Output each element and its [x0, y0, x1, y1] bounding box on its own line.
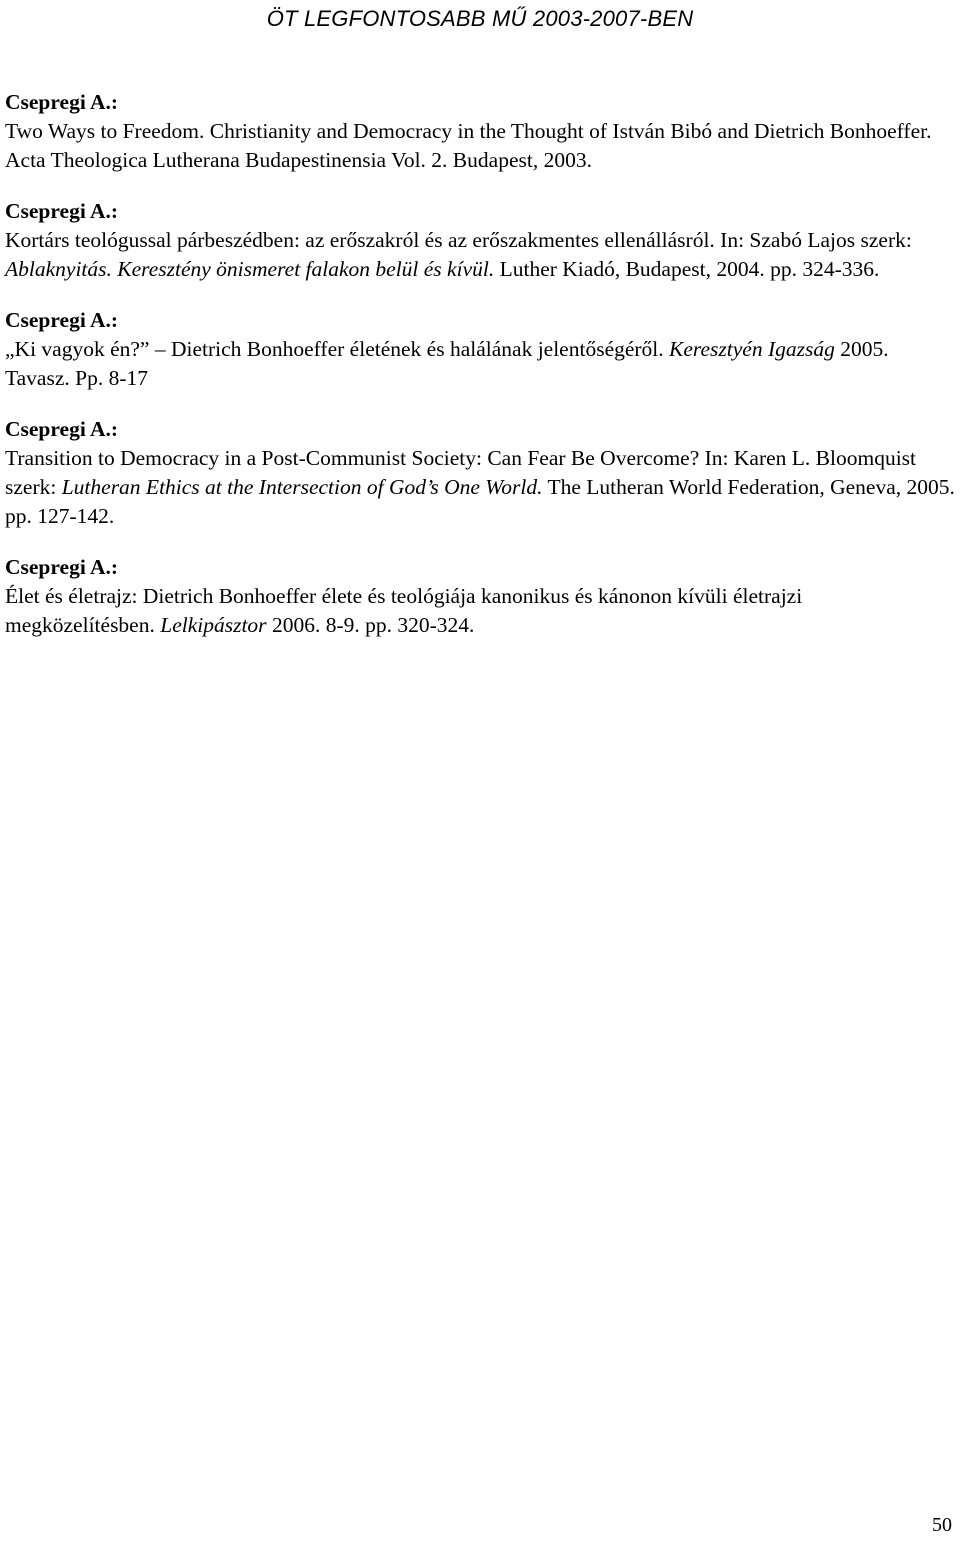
reference-text: Two Ways to Freedom. Christianity and Democracy in the Thought of István Bibó and Dietrich Bonhoeffer. Acta Theologica Lutherana Budapestinensia Vol. 2. Budapest, 2003. — [5, 119, 932, 172]
entry-author: Csepregi A.: — [5, 555, 119, 579]
entry-author: Csepregi A.: — [5, 308, 119, 332]
bibliography-entry — [5, 415, 955, 531]
entry-reference — [5, 444, 955, 531]
bibliography-entry — [5, 197, 955, 284]
reference-text: Transition to Democracy in a Post-Communist Society: Can Fear Be Overcome? In: Karen L. Bloomquist szerk: — [5, 446, 917, 499]
page-title: ÖT LEGFONTOSABB MŰ 2003-2007-BEN — [266, 6, 694, 31]
reference-title: Lutheran Ethics at the Intersection of God’s One World. — [61, 475, 543, 499]
reference-title: Lelkipásztor — [160, 613, 267, 637]
reference-text: Kortárs teológussal párbeszédben: az erőszakról és az erőszakmentes ellenállásról. In: Szabó Lajos szerk: — [5, 228, 912, 252]
reference-text: The Lutheran World Federation, Geneva, 2005. pp. 127-142. — [5, 475, 955, 528]
reference-text: 2005. Tavasz. Pp. 8-17 — [5, 337, 889, 390]
bibliography-entry — [5, 88, 955, 175]
entry-reference — [5, 226, 955, 284]
page-number: 50 — [932, 1514, 952, 1536]
reference-text: Luther Kiadó, Budapest, 2004. pp. 324-336. — [494, 257, 880, 281]
bibliography-list — [5, 88, 955, 662]
entry-author: Csepregi A.: — [5, 417, 119, 441]
entry-reference — [5, 335, 955, 393]
entry-reference — [5, 117, 955, 175]
reference-text: 2006. 8-9. pp. 320-324. — [266, 613, 475, 637]
reference-title: Ablaknyitás. Keresztény önismeret falakon belül és kívül. — [5, 257, 495, 281]
bibliography-entry — [5, 553, 955, 640]
entry-author: Csepregi A.: — [5, 90, 119, 114]
entry-author: Csepregi A.: — [5, 199, 119, 223]
bibliography-entry — [5, 306, 955, 393]
reference-text: Élet és életrajz: Dietrich Bonhoeffer élete és teológiája kanonikus és kánonon kívüli életrajzi megközelítésben. — [5, 584, 803, 637]
reference-title: Keresztyén Igazság — [669, 337, 835, 361]
entry-reference — [5, 582, 955, 640]
reference-text: „Ki vagyok én?” – Dietrich Bonhoeffer életének és halálának jelentőségéről. — [5, 337, 670, 361]
